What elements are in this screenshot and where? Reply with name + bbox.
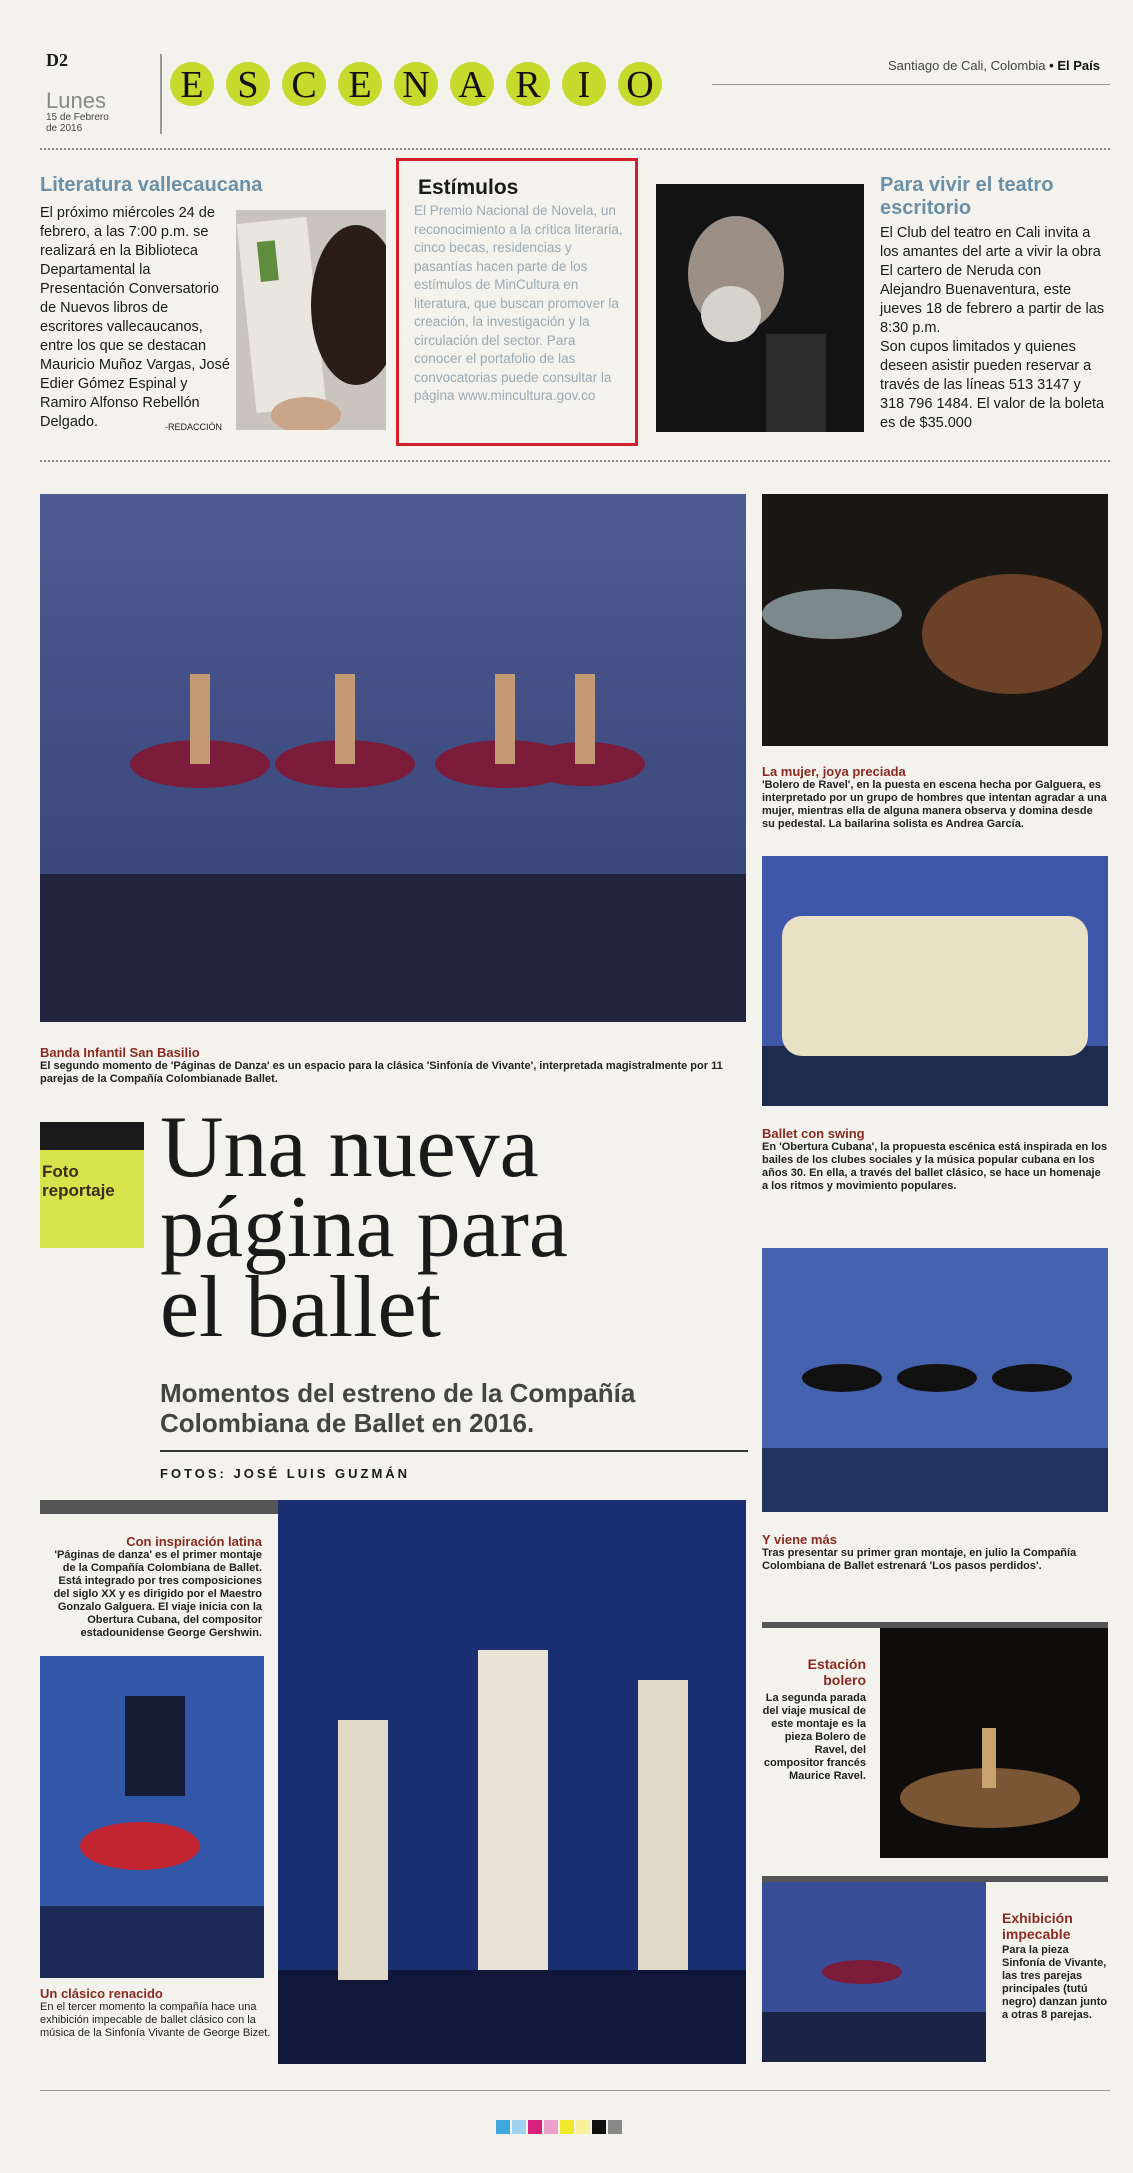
brief-estimulos-title: Estímulos <box>418 176 519 199</box>
section-letter: E <box>338 62 382 106</box>
caption-exhibicion-text: Para la pieza Sinfonía de Vivante, las tres parejas principales (tutú negro) danzan junto a otras 8 parejas. <box>1002 1944 1108 2021</box>
registration-swatch <box>496 2120 510 2134</box>
feature-headline <box>160 1099 750 1356</box>
red-tutu-art <box>40 1656 264 1978</box>
section-letter: C <box>282 62 326 106</box>
page-number: D2 <box>46 50 68 70</box>
caption-latina-title: Con inspiración latina <box>126 1534 262 1549</box>
section-letter: N <box>394 62 438 106</box>
bolero-stage-art <box>762 494 1108 746</box>
section-title <box>170 62 674 106</box>
caption-bolero-text: La segunda parada del viaje musical de este montaje es la pieza Bolero de Ravel, del compositor francés Maurice Ravel. <box>762 1692 866 1782</box>
registration-swatch <box>528 2120 542 2134</box>
section-letter: I <box>562 62 606 106</box>
photo-credit: FOTOS: JOSÉ LUIS GUZMÁN <box>160 1466 411 1481</box>
brief-teatro-body2: Son cupos limitados y quienes deseen asistir pueden reservar a través de las líneas 513 3147 y 318 796 1484. El valor de la boleta es de $35.000 <box>880 339 1105 431</box>
header-rule-left <box>160 54 162 134</box>
caption-banda-title: Banda Infantil San Basilio <box>40 1045 200 1060</box>
caption-banda-text: El segundo momento de 'Páginas de Danza' es un espacio para la clásica 'Sinfonía de Vivante', interpretada magistralmente por 11 parejas de la Compañía Colombianade Ballet. <box>40 1060 723 1085</box>
caption-swing-text: En 'Obertura Cubana', la propuesta escénica está inspirada en los bailes de los clubes sociales y la música popular cubana en los años 30. En ella, a través del ballet clásico, se hace un homenaje a los ritmos y movimiento populares. <box>762 1141 1108 1192</box>
caption-exhibicion <box>1002 1910 1110 2022</box>
couple-lift-art <box>278 1500 746 2064</box>
header-divider <box>40 148 1110 150</box>
brief-literatura-credit: -REDACCIÓN <box>165 422 223 432</box>
bolero-pedestal-photo <box>880 1628 1108 1858</box>
caption-banda <box>40 1045 746 1086</box>
registration-swatch <box>560 2120 574 2134</box>
header-day: Lunes <box>46 88 106 113</box>
caption-clasico-text: En el tercer momento la compañía hace una exhibición impecable de ballet clásico con la música de la Sinfonía Vivante de George Bizet. <box>40 2001 271 2039</box>
header-rule-right <box>712 84 1110 85</box>
brief-literatura-body: El próximo miércoles 24 de febrero, a las 7:00 p.m. se realizará en la Biblioteca Departamental la Presentación Conversatorio de Nuevos libros de escritores vallecaucanos, entre los que se destacan Mauricio Muñoz Vargas, José Edier Gómez Espinal y Ramiro Alfonso Rebellón Delgado. <box>40 205 230 430</box>
black-tutu-photo <box>762 1248 1108 1512</box>
sinfonia-photo <box>762 1882 986 2062</box>
brief-teatro-body1: El Club del teatro en Cali invita a los amantes del arte a vivir la obra El cartero de Neruda con Alejandro Buenaventura, este jueves 18 de febrero a partir de las 8:30 p.m. <box>880 225 1105 336</box>
location-text: Santiago de Cali, Colombia <box>888 58 1046 73</box>
reader-photo-art <box>236 210 386 430</box>
caption-clasico-title: Un clásico renacido <box>40 1986 163 2001</box>
caption-clasico <box>40 1986 274 2040</box>
caption-swing-title: Ballet con swing <box>762 1126 865 1141</box>
registration-swatch <box>544 2120 558 2134</box>
section-letter: A <box>450 62 494 106</box>
caption-bolero-title: Estación bolero <box>807 1656 866 1688</box>
caption-mujer-text: 'Bolero de Ravel', en la puesta en escena hecha por Galguera, es interpretado por un grupo de hombres que intentan agradar a una mujer, mientras ella de alguna manera observa y domina desde su pedestal. La bailarina solista es Andrea García. <box>762 779 1107 830</box>
footer-rule <box>40 2090 1110 2091</box>
headline-line: el ballet <box>160 1259 441 1356</box>
section-letter: S <box>226 62 270 106</box>
registration-swatch <box>592 2120 606 2134</box>
paper-name: • El País <box>1049 58 1100 73</box>
couple-lift-photo <box>278 1500 746 2064</box>
actor-portrait-art <box>656 184 864 432</box>
main-ballet-art <box>40 494 746 1022</box>
bolero-stage-photo <box>762 494 1108 746</box>
reader-photo <box>236 210 386 430</box>
caption-latina-text: 'Páginas de danza' es el primer montaje de la Compañía Colombiana de Ballet. Está integrado por tres composiciones del siglo XX y es dirigido por el Maestro Gonzalo Galguera. El viaje inicia con la Obertura Cubana, del compositor estadounidense George Gershwin. <box>53 1549 262 1639</box>
main-ballet-photo <box>40 494 746 1022</box>
bottom-left-rule <box>40 1500 278 1514</box>
brief-teatro-title: Para vivir el teatro escritorio <box>880 174 1054 219</box>
registration-swatch <box>512 2120 526 2134</box>
header-date <box>46 112 109 134</box>
header-date-line1: 15 de Febrero <box>46 112 109 123</box>
caption-swing <box>762 1126 1108 1193</box>
caption-exhibicion-title: Exhibición impecable <box>1002 1910 1073 1942</box>
sinfonia-art <box>762 1882 986 2062</box>
caption-mujer-title: La mujer, joya preciada <box>762 764 906 779</box>
color-registration-bar <box>496 2120 624 2139</box>
caption-viene-title: Y viene más <box>762 1532 837 1547</box>
caption-mujer <box>762 764 1108 831</box>
registration-swatch <box>608 2120 622 2134</box>
feature-badge-text: Foto reportaje <box>42 1162 115 1200</box>
header-location <box>888 58 1100 73</box>
headline-line: página para <box>160 1179 568 1276</box>
red-tutu-photo <box>40 1656 264 1978</box>
section-letter: O <box>618 62 662 106</box>
feature-subhead-rule <box>160 1450 748 1452</box>
feature-subhead: Momentos del estreno de la Compañía Colombiana de Ballet en 2016. <box>160 1378 636 1438</box>
brief-literatura-title: Literatura vallecaucana <box>40 174 263 196</box>
feature-badge <box>40 1122 144 1248</box>
registration-swatch <box>576 2120 590 2134</box>
headline-line: Una nueva <box>160 1099 539 1196</box>
bolero-pedestal-art <box>880 1628 1108 1858</box>
caption-latina <box>40 1534 262 1640</box>
caption-viene-text: Tras presentar su primer gran montaje, en julio la Compañía Colombiana de Ballet estrenará 'Los pasos perdidos'. <box>762 1547 1077 1572</box>
black-tutu-art <box>762 1248 1108 1512</box>
caption-bolero <box>762 1656 866 1783</box>
obertura-photo <box>762 856 1108 1106</box>
obertura-art <box>762 856 1108 1106</box>
actor-portrait-photo <box>656 184 864 432</box>
brief-estimulos-body: El Premio Nacional de Novela, un reconocimiento a la crítica literaria, cinco becas, residencias y pasantías hacen parte de los estímulos de MinCultura en literatura, que buscan promover la creación, la investigación y la circulación del sector. Para conocer el portafolio de las convocatorias puede consultar la página www.mincultura.gov.co <box>414 203 623 403</box>
header-date-line2: de 2016 <box>46 123 83 134</box>
briefs-divider <box>40 460 1110 462</box>
caption-viene <box>762 1532 1108 1573</box>
section-letter: R <box>506 62 550 106</box>
section-letter: E <box>170 62 214 106</box>
